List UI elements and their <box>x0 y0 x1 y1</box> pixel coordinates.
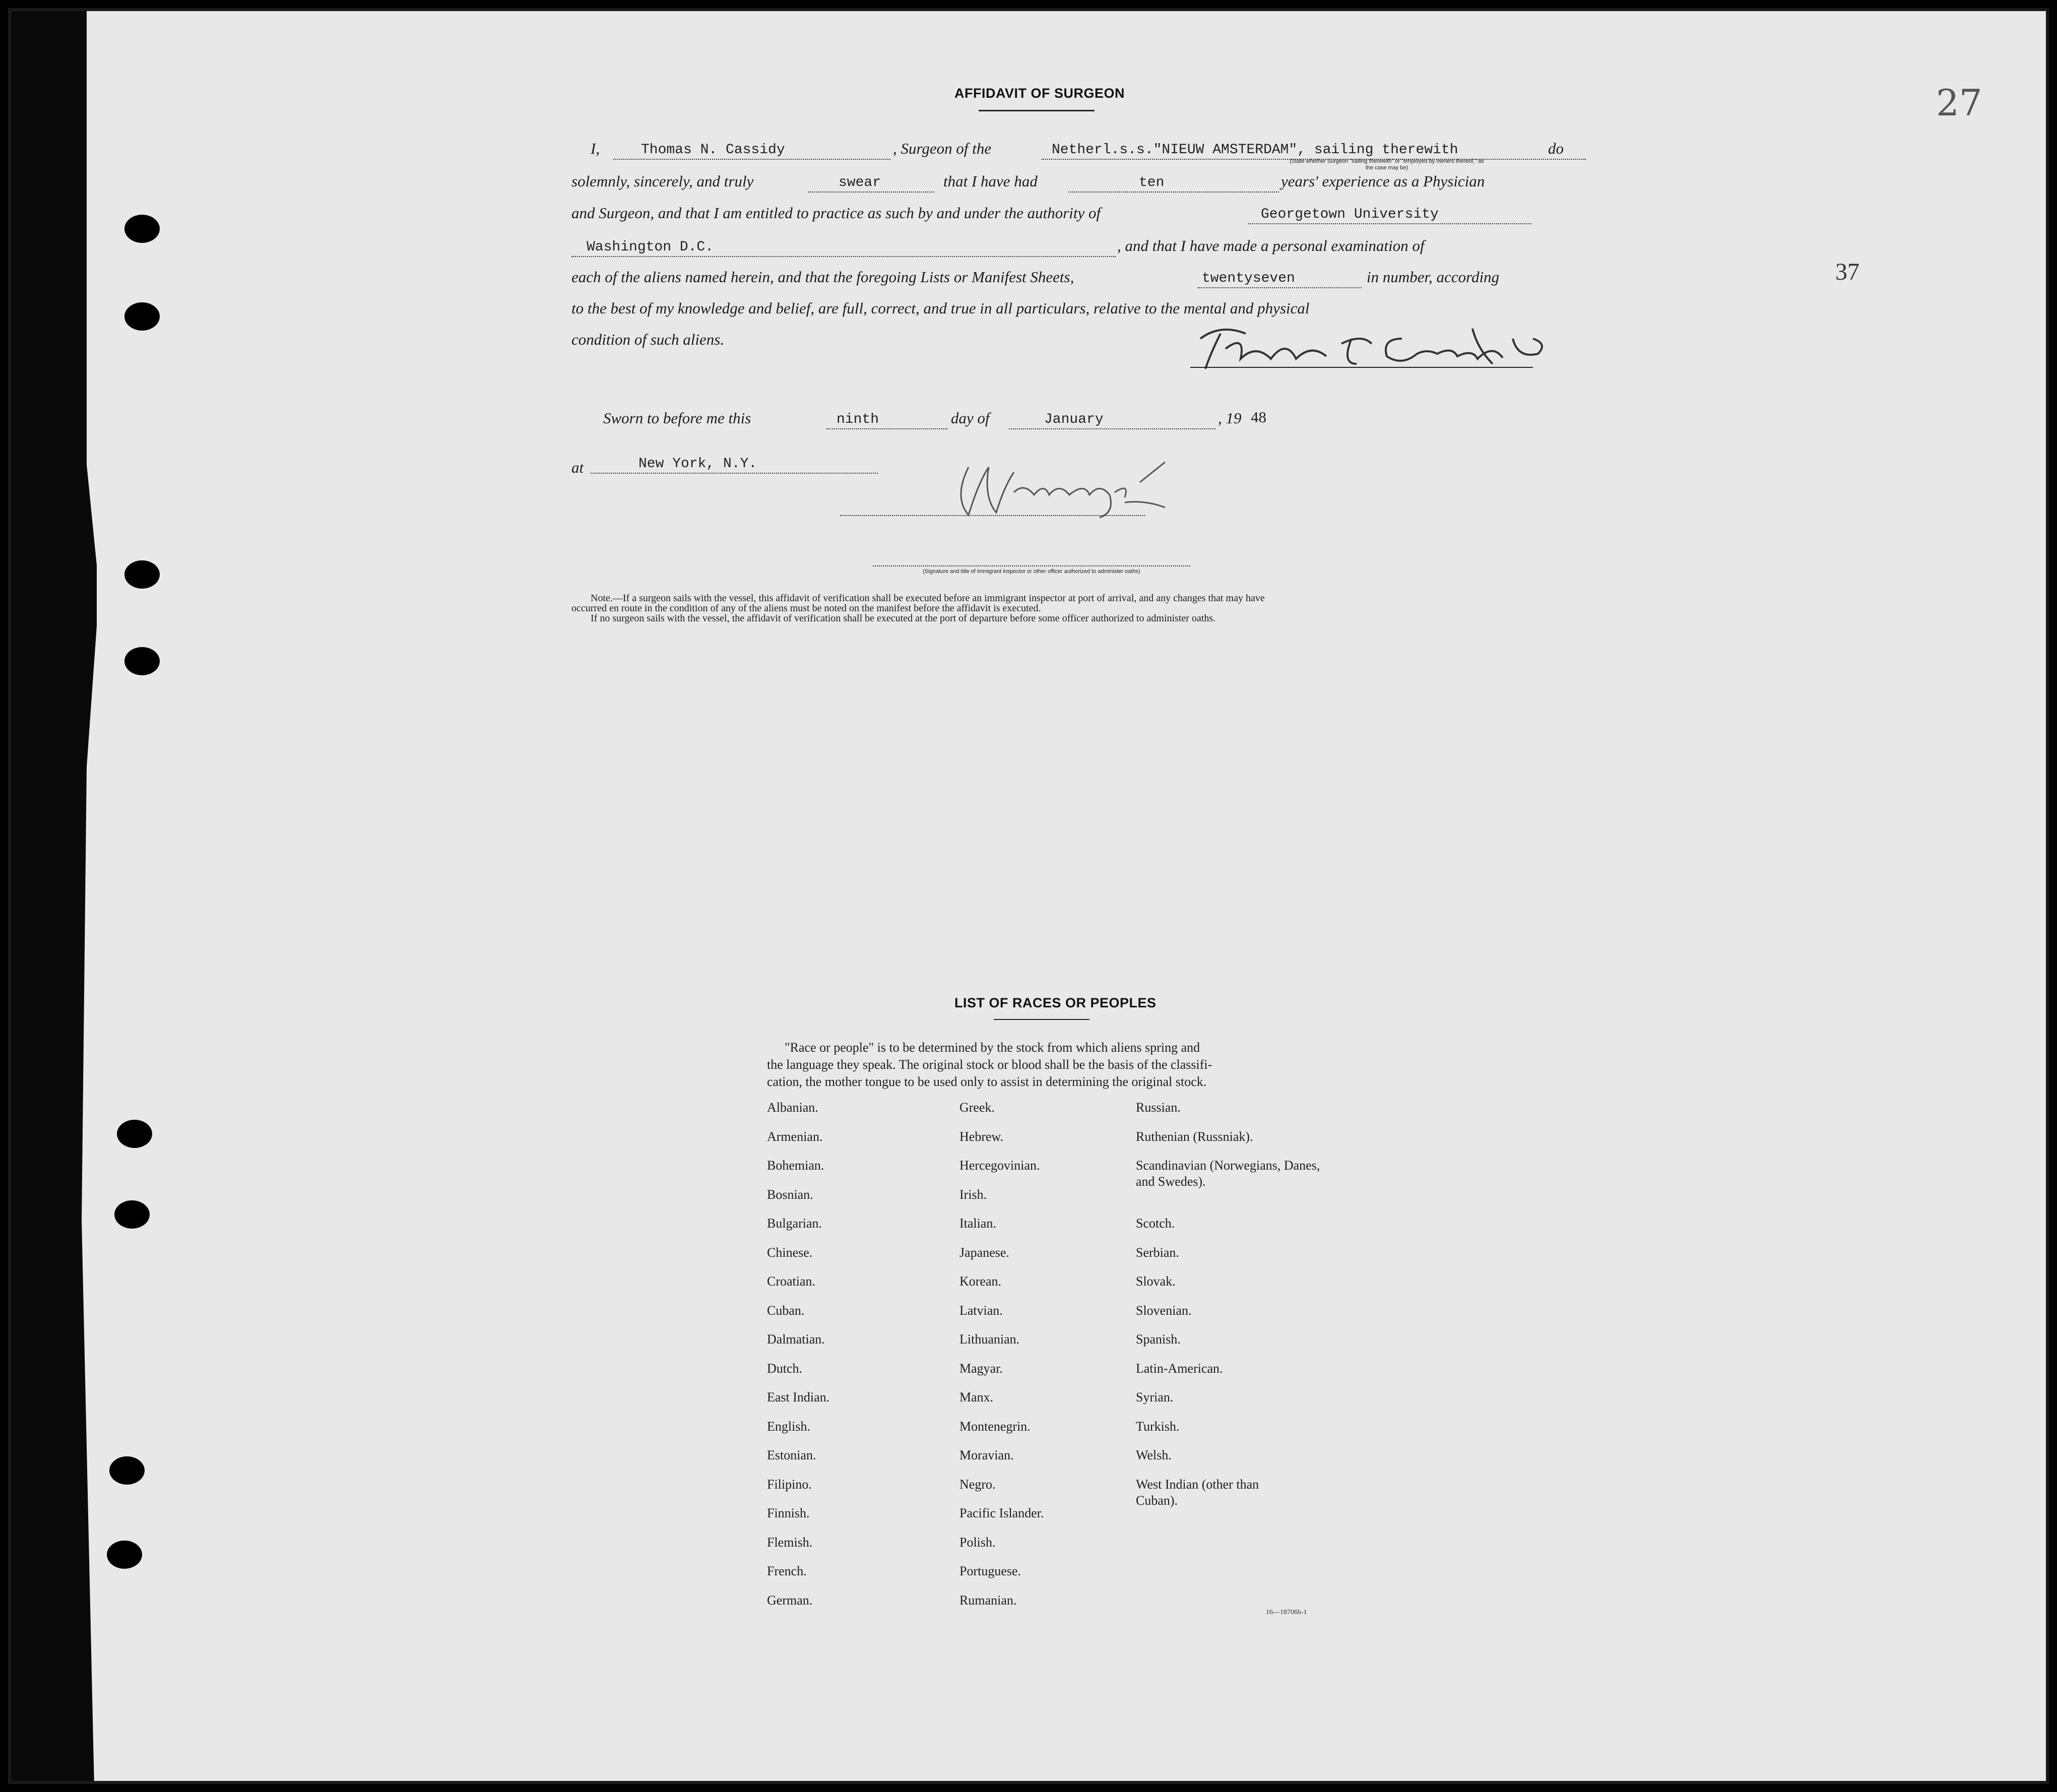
month-value: January <box>1044 412 1104 427</box>
text-had: that I have had <box>943 172 1038 190</box>
race-item: Polish. <box>959 1534 996 1550</box>
race-item: Negro. <box>959 1477 996 1492</box>
race-item: Spanish. <box>1136 1332 1181 1347</box>
day-field <box>826 408 947 429</box>
race-item: Slovak. <box>1136 1274 1176 1289</box>
race-item: Italian. <box>959 1216 996 1231</box>
races-title: LIST OF RACES OR PEOPLES <box>954 995 1156 1010</box>
scan-edge <box>11 11 97 1784</box>
signature-caption: (Signature and title of immigrant inspector or other officer authorized to administer oaths) <box>923 568 1140 574</box>
punch-hole <box>114 1200 150 1229</box>
race-item: Montenegrin. <box>959 1419 1031 1434</box>
text-solemnly: solemnly, sincerely, and truly <box>571 172 754 190</box>
race-item: Rumanian. <box>959 1592 1017 1608</box>
race-item: Pacific Islander. <box>959 1506 1044 1520</box>
place-field <box>591 453 878 474</box>
race-item: Syrian. <box>1136 1390 1174 1404</box>
race-item: Hebrew. <box>959 1129 1004 1144</box>
signature-line <box>1190 367 1533 368</box>
race-item: Chinese. <box>767 1245 813 1260</box>
document-page <box>8 8 2049 1784</box>
text-i: I, <box>591 140 600 157</box>
race-item: Moravian. <box>959 1448 1014 1462</box>
race-item: Portuguese. <box>959 1564 1021 1578</box>
race-item: Ruthenian (Russniak). <box>1136 1129 1253 1144</box>
note-line-2: occurred en route in the condition of any of the aliens must be noted on the manifest before the affidavit is executed. <box>571 603 1041 614</box>
race-item: Armenian. <box>767 1129 823 1144</box>
text-do: do <box>1548 140 1564 157</box>
race-item: Scotch. <box>1136 1216 1175 1231</box>
race-item: Latin-American. <box>1136 1361 1223 1376</box>
race-item: German. <box>767 1592 813 1608</box>
race-item: Estonian. <box>767 1448 816 1462</box>
vessel-note: (State whether Surgeon "sailing therewith" or "employed by owners thereof," as the case may be) <box>1290 158 1484 171</box>
races-title-underline <box>994 1019 1089 1020</box>
oath-value: swear <box>839 175 881 190</box>
sheets-field <box>1198 267 1362 288</box>
race-item: Greek. <box>959 1100 995 1115</box>
race-item: East Indian. <box>767 1390 830 1404</box>
note-line-3: If no surgeon sails with the vessel, the affidavit of verification shall be executed at the port of departure before some officer authorized to administer oaths. <box>591 613 1216 624</box>
race-item: Hercegovinian. <box>959 1158 1040 1173</box>
vessel-name: Netherl.s.s."NIEUW AMSTERDAM", sailing therewith <box>1052 142 1458 158</box>
text-best: to the best of my knowledge and belief, are full, correct, and true in all particulars, relative to the mental and physical <box>571 299 1310 317</box>
races-intro-1: "Race or people" is to be determined by the stock from which aliens spring and <box>785 1040 1200 1055</box>
surgeon-signature <box>1190 318 1553 374</box>
authority-field-2 <box>571 236 1116 257</box>
race-item: Japanese. <box>959 1245 1009 1260</box>
surgeon-name-field <box>613 139 890 160</box>
races-intro-2: the language they speak. The original stock or blood shall be the basis of the classifi- <box>767 1057 1212 1072</box>
race-item: Flemish. <box>767 1534 813 1550</box>
race-item: Filipino. <box>767 1477 812 1492</box>
text-surgeon-of: , Surgeon of the <box>893 140 992 157</box>
races-column-1 <box>767 1100 948 1621</box>
race-item: Bulgarian. <box>767 1216 822 1231</box>
race-item: Finnish. <box>767 1506 810 1520</box>
race-item: Manx. <box>959 1390 994 1404</box>
years-value: ten <box>1139 175 1165 190</box>
race-item: Turkish. <box>1136 1419 1180 1434</box>
race-item: Irish. <box>959 1187 987 1202</box>
punch-hole <box>124 302 160 331</box>
day-value: ninth <box>837 412 879 427</box>
race-item: Russian. <box>1136 1100 1181 1115</box>
sheets-value: twentyseven <box>1202 271 1295 286</box>
race-item: Latvian. <box>959 1303 1003 1318</box>
text-at: at <box>571 459 584 476</box>
text-years: years' experience as a Physician <box>1281 172 1485 190</box>
races-column-3 <box>1136 1100 1327 1517</box>
race-item: Bosnian. <box>767 1187 813 1202</box>
races-column-2 <box>959 1100 1131 1621</box>
race-item: Lithuanian. <box>959 1332 1020 1347</box>
page-number-pencil: 27 <box>1936 82 1982 124</box>
race-item: Welsh. <box>1136 1448 1172 1462</box>
punch-hole <box>124 647 160 675</box>
text-entitled: and Surgeon, and that I am entitled to practice as such by and under the authority of <box>571 204 1101 222</box>
race-item: Dutch. <box>767 1361 803 1376</box>
text-examination: , and that I have made a personal examination of <box>1117 237 1425 254</box>
vessel-field <box>1042 139 1586 160</box>
race-item: Bohemian. <box>767 1158 824 1173</box>
place-value: New York, N.Y. <box>638 456 757 472</box>
race-item: English. <box>767 1419 810 1434</box>
sheet-number: 37 <box>1835 259 1859 285</box>
authority-line-2: Washington D.C. <box>587 239 714 255</box>
race-item: Scandinavian (Norwegians, Danes, and Swedes). <box>1136 1158 1320 1189</box>
race-item: Korean. <box>959 1274 1002 1289</box>
race-item: Croatian. <box>767 1274 816 1289</box>
race-item: Slovenian. <box>1136 1303 1192 1318</box>
text-each: each of the aliens named herein, and that the foregoing Lists or Manifest Sheets, <box>571 268 1074 286</box>
text-year: , 19 <box>1218 409 1242 427</box>
race-item: Albanian. <box>767 1100 818 1115</box>
text-number: in number, according <box>1367 268 1500 286</box>
oath-field <box>808 171 934 193</box>
note-line-1: Note.—If a surgeon sails with the vessel, this affidavit of verification shall be executed before an immigrant inspector at port of arrival, and any changes that may have <box>591 593 1265 604</box>
text-day-of: day of <box>951 409 990 427</box>
races-intro-3: cation, the mother tongue to be used only to assist in determining the original stock. <box>767 1074 1207 1089</box>
authority-field-1 <box>1248 203 1531 224</box>
race-item: French. <box>767 1564 807 1578</box>
text-condition: condition of such aliens. <box>571 331 725 348</box>
punch-hole <box>117 1120 152 1148</box>
race-item: Dalmatian. <box>767 1332 825 1347</box>
year-suffix: 48 <box>1251 408 1266 426</box>
authority-line-1: Georgetown University <box>1261 207 1439 222</box>
caption-line <box>873 565 1190 566</box>
years-field <box>1068 171 1279 193</box>
punch-hole <box>124 560 160 589</box>
race-item: Magyar. <box>959 1361 1003 1376</box>
race-item: West Indian (other than Cuban). <box>1136 1477 1259 1508</box>
officer-signature <box>948 452 1175 523</box>
form-number: 16—18706b-1 <box>1266 1609 1307 1616</box>
punch-hole <box>107 1541 142 1569</box>
affidavit-title: AFFIDAVIT OF SURGEON <box>954 86 1125 101</box>
race-item: Cuban. <box>767 1303 805 1318</box>
surgeon-name: Thomas N. Cassidy <box>641 142 785 158</box>
officer-line <box>840 515 1145 516</box>
punch-hole <box>109 1456 145 1485</box>
punch-hole <box>124 215 160 243</box>
race-item: Serbian. <box>1136 1245 1179 1260</box>
month-field <box>1009 408 1215 429</box>
title-underline <box>979 110 1095 111</box>
text-sworn: Sworn to before me this <box>603 409 751 427</box>
